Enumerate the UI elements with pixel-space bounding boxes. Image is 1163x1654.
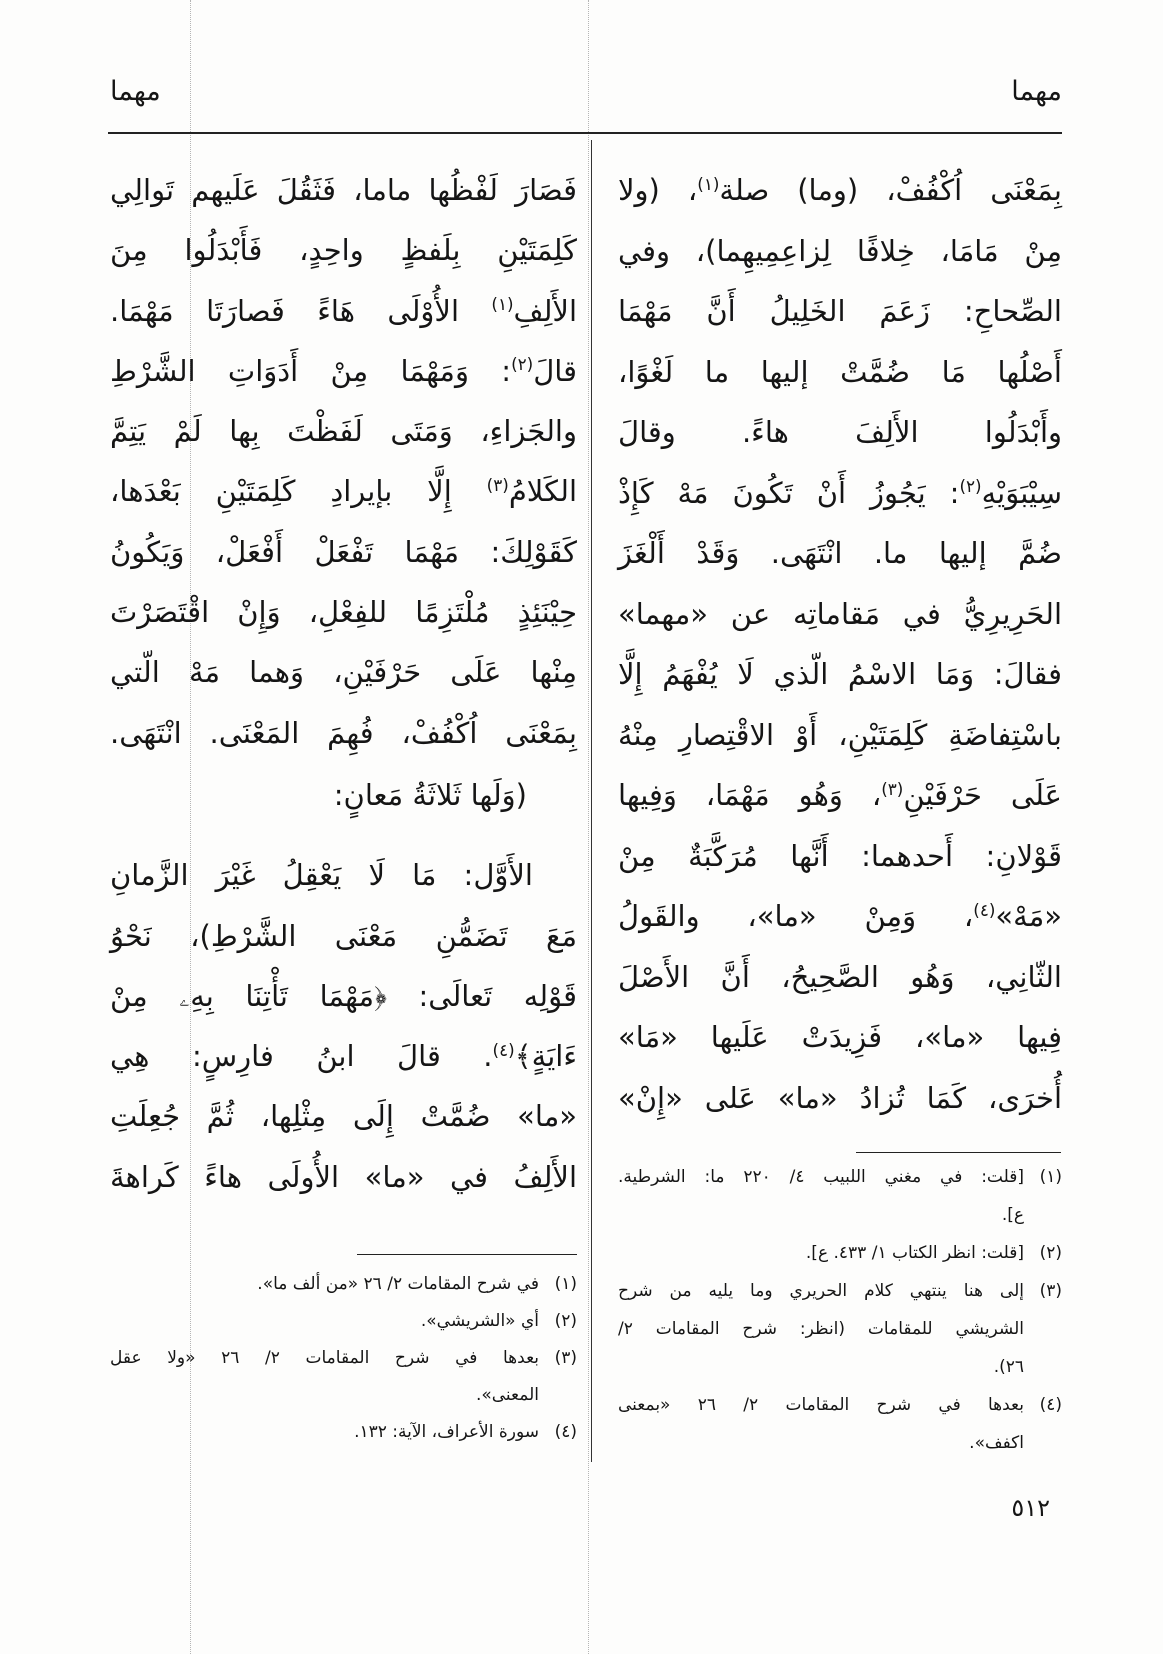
text-line xyxy=(618,221,1062,282)
text-segment: سِيْبَوَيْهِ xyxy=(981,475,1062,510)
footnote-line: ع]. xyxy=(1001,1205,1024,1225)
text-segment: ، (ولا xyxy=(618,173,698,207)
footnote-ref: (٤) xyxy=(973,899,996,920)
text-segment: والجَزاءِ، وَمَتَى لَفَظْتَ بِها لَمْ يَتِمَّ xyxy=(110,414,577,449)
footnote-number: (٣) xyxy=(554,1348,577,1368)
right-column-text xyxy=(618,160,1062,1128)
footnote-number: (١) xyxy=(554,1274,577,1294)
text-segment: : يَجُوزُ أَنْ تَكُونَ مَهْ كَإِذْ xyxy=(618,475,960,510)
text-line xyxy=(618,765,1062,826)
text-line xyxy=(618,705,1062,766)
text-segment: قالَ xyxy=(533,353,577,388)
page-number: ٥١٢ xyxy=(1011,1494,1050,1522)
text-segment: مِنْها عَلَى حَرْفَيْنِ، وَهما مَهْ الّتي xyxy=(110,655,577,690)
text-segment: الكَلامُ xyxy=(508,474,577,509)
text-line xyxy=(110,765,577,825)
text-segment: مِنْ مَامَا، خِلافًا لِزاعِمِيهِما)، وفي xyxy=(618,233,1062,268)
text-line xyxy=(110,281,577,341)
text-line xyxy=(110,1026,577,1086)
text-segment: ، وَهُو مَهْمَا، وَفِيها xyxy=(618,778,882,812)
left-footnote-rule xyxy=(357,1254,577,1255)
text-segment: ءَايَةٍ﴾ xyxy=(514,1039,577,1074)
text-line xyxy=(618,584,1062,645)
footnote-ref: (٤) xyxy=(492,1039,515,1060)
text-line xyxy=(618,826,1062,887)
text-line xyxy=(618,342,1062,403)
text-segment: أَصْلُها مَا ضُمَّتْ إليها ما لَغْوًا، xyxy=(618,354,1062,389)
right-column-footnotes xyxy=(618,1158,1062,1462)
text-line xyxy=(618,281,1062,342)
footnote-line: سورة الأعراف، الآية: ١٣٢. xyxy=(354,1422,539,1442)
footnote-ref: (١) xyxy=(491,294,514,315)
text-line xyxy=(618,463,1062,524)
text-line xyxy=(618,402,1062,463)
text-segment: الأُوْلَى هَاءً فَصارَتَا مَهْمَا. xyxy=(110,293,492,328)
footnote xyxy=(110,1266,577,1303)
footnote-ref: (٣) xyxy=(486,475,509,496)
column-divider xyxy=(591,140,592,1462)
footnote-number: (٢) xyxy=(554,1311,577,1331)
text-segment: فقالَ: وَمَا الاسْمُ الّذي لَا يُفْهَمُ إِلَّا xyxy=(618,657,1062,691)
footnote-ref: (١) xyxy=(697,173,720,194)
footnote-ref: (٢) xyxy=(511,354,534,375)
left-column-footnotes xyxy=(110,1266,577,1451)
text-segment: بِمَعْنَى اُكْفُفْ، (وما) صلة xyxy=(719,173,1062,207)
text-line xyxy=(110,522,577,582)
text-segment: فِيها «ما»، فَزِيدَتْ عَلَيها «مَا» xyxy=(618,1020,1062,1054)
text-line xyxy=(618,644,1062,705)
right-footnote-rule xyxy=(856,1152,1061,1153)
text-segment: «ما» ضُمَّتْ إِلَى مِثْلِها، ثُمَّ جُعِلَتِ xyxy=(110,1099,577,1134)
text-segment: (وَلَها ثَلاثَةُ مَعانٍ: xyxy=(333,777,527,812)
text-line xyxy=(110,845,577,905)
text-segment: الثّانِي، وَهُو الصَّحِيحُ، أَنَّ الأَصْلَ xyxy=(618,959,1062,994)
footnote-number: (٤) xyxy=(554,1422,577,1442)
text-segment: . قالَ ابنُ فارِسٍ: هِي xyxy=(110,1039,493,1074)
text-segment: الصِّحاحِ: زَعَمَ الخَلِيلُ أَنَّ مَهْمَا xyxy=(618,294,1062,328)
text-segment: حِيْنَئِذٍ مُلْتَزِمًا للفِعْلِ، وَإِنْ اقْتَصَرْتَ xyxy=(110,595,577,630)
footnote-line: [قلت: في مغني اللبيب ٤/ ٢٢٠ ما: الشرطية. xyxy=(618,1167,1025,1187)
footnote-line: بعدها في شرح المقامات ٢/ ٢٦ «ولا عقل xyxy=(110,1348,540,1368)
text-line xyxy=(618,947,1062,1008)
footnote-line: الشريشي للمقامات (انظر: شرح المقامات ٢/ xyxy=(618,1319,1024,1339)
text-segment: كَقَوْلِكَ: مَهْمَا تَفْعَلْ أَفْعَلْ، وَيَكُونُ xyxy=(110,534,577,569)
text-segment: قَوْلِه تَعالَى: ﴿مَهْمَا تَأْتِنَا بِهِۦ مِنْ xyxy=(110,978,577,1013)
footnote xyxy=(618,1234,1062,1272)
footnote xyxy=(110,1340,577,1414)
text-line xyxy=(110,966,577,1026)
text-segment: : وَمَهْمَا مِنْ أَدَوَاتِ الشَّرْطِ xyxy=(110,353,512,388)
footnote-line: إلى هنا ينتهي كلام الحريري وما يليه من شرح xyxy=(618,1281,1024,1301)
text-segment: إِلَّا بإيرادِ كَلِمَتَيْنِ بَعْدَها، xyxy=(110,474,487,509)
footnote-line: أي «الشريشي». xyxy=(420,1311,539,1331)
footnote-line: [قلت: انظر الكتاب ١/ ٤٣٣. ع]. xyxy=(805,1243,1024,1263)
text-segment: وأَبْدَلُوا الأَلِفَ هاءً. وقالَ xyxy=(618,415,1062,449)
text-line xyxy=(110,461,577,521)
text-line xyxy=(618,886,1062,947)
text-line xyxy=(110,160,577,220)
text-line xyxy=(110,341,577,401)
text-line xyxy=(618,1007,1062,1068)
text-line xyxy=(110,582,577,642)
scan-artifact-line xyxy=(588,0,589,1654)
text-line xyxy=(110,1147,577,1207)
text-line xyxy=(110,642,577,702)
text-segment: ضُمَّ إليها ما. انْتَهَى. وَقَدْ أَلْغَزَ xyxy=(618,536,1062,570)
footnote xyxy=(110,1414,577,1451)
text-line xyxy=(110,1086,577,1146)
text-line xyxy=(618,1068,1062,1129)
text-segment: مَعَ تَضَمُّنِ مَعْنَى الشَّرْطِ)، نَحْوُ xyxy=(110,918,577,953)
text-line xyxy=(618,523,1062,584)
text-line xyxy=(618,160,1062,221)
text-segment: فَصَارَ لَفْظُها ماما، فَثَقُلَ عَلَيهم تَوالِي xyxy=(110,173,577,207)
footnote xyxy=(618,1158,1062,1234)
text-segment: أُخرَى، كَمَا تُزادُ «ما» عَلى «إِنْ» xyxy=(618,1080,1062,1115)
text-segment: كَلِمَتَيْنِ بِلَفظٍ واحِدٍ، فَأَبْدَلُوا مِنَ xyxy=(110,233,577,268)
footnote-ref: (٣) xyxy=(881,778,904,799)
footnote-line: اكفف». xyxy=(969,1433,1024,1453)
text-segment: بِمَعْنَى اُكْفُفْ، فُهِمَ المَعْنَى. انْتَهَى. xyxy=(110,715,577,750)
text-segment: باسْتِفاضَةِ كَلِمَتَيْنِ، أَوْ الاقْتِصارِ مِنْهُ xyxy=(618,717,1062,752)
footnote xyxy=(618,1386,1062,1462)
footnote-number: (١) xyxy=(1039,1167,1062,1187)
text-segment: الأَوَّل: مَا لَا يَعْقِلُ غَيْرَ الزَّمانِ xyxy=(110,858,533,893)
text-line xyxy=(110,401,577,461)
header-rule xyxy=(108,132,1062,134)
text-line xyxy=(110,906,577,966)
footnote xyxy=(110,1303,577,1340)
footnote-line: بعدها في شرح المقامات ٢/ ٢٦ «بمعنى xyxy=(618,1395,1024,1415)
text-segment: قَوْلانِ: أَحدهما: أَنَّها مُرَكَّبَةٌ مِنْ xyxy=(618,838,1062,873)
footnote-line: المعنى». xyxy=(475,1385,539,1405)
footnote-number: (٤) xyxy=(1039,1395,1062,1415)
running-header-left: مهما xyxy=(110,76,161,107)
text-segment: عَلَى حَرْفَيْنِ xyxy=(903,778,1062,812)
left-column-text xyxy=(110,160,577,1207)
footnote-ref: (٢) xyxy=(959,476,982,497)
footnote-number: (٢) xyxy=(1039,1243,1062,1263)
text-segment: «مَهْ» xyxy=(995,899,1062,933)
text-segment: الحَرِيرِيُّ في مَقاماتِه عن «مهما» xyxy=(618,596,1062,631)
text-segment: الأَلِفُ في «ما» الأُولَى هاءً كَراهةَ xyxy=(110,1159,577,1194)
footnote-line: ٢٦). xyxy=(993,1357,1024,1377)
text-line xyxy=(110,703,577,763)
footnote xyxy=(618,1272,1062,1386)
text-segment: ، وَمِنْ «ما»، والقَولُ xyxy=(618,899,974,933)
footnote-number: (٣) xyxy=(1039,1281,1062,1301)
text-line xyxy=(110,220,577,280)
footnote-line: في شرح المقامات ٢/ ٢٦ «من ألف ما». xyxy=(257,1274,539,1294)
text-segment: الأَلِفِ xyxy=(513,293,577,328)
running-header-right: مهما xyxy=(1011,76,1062,107)
